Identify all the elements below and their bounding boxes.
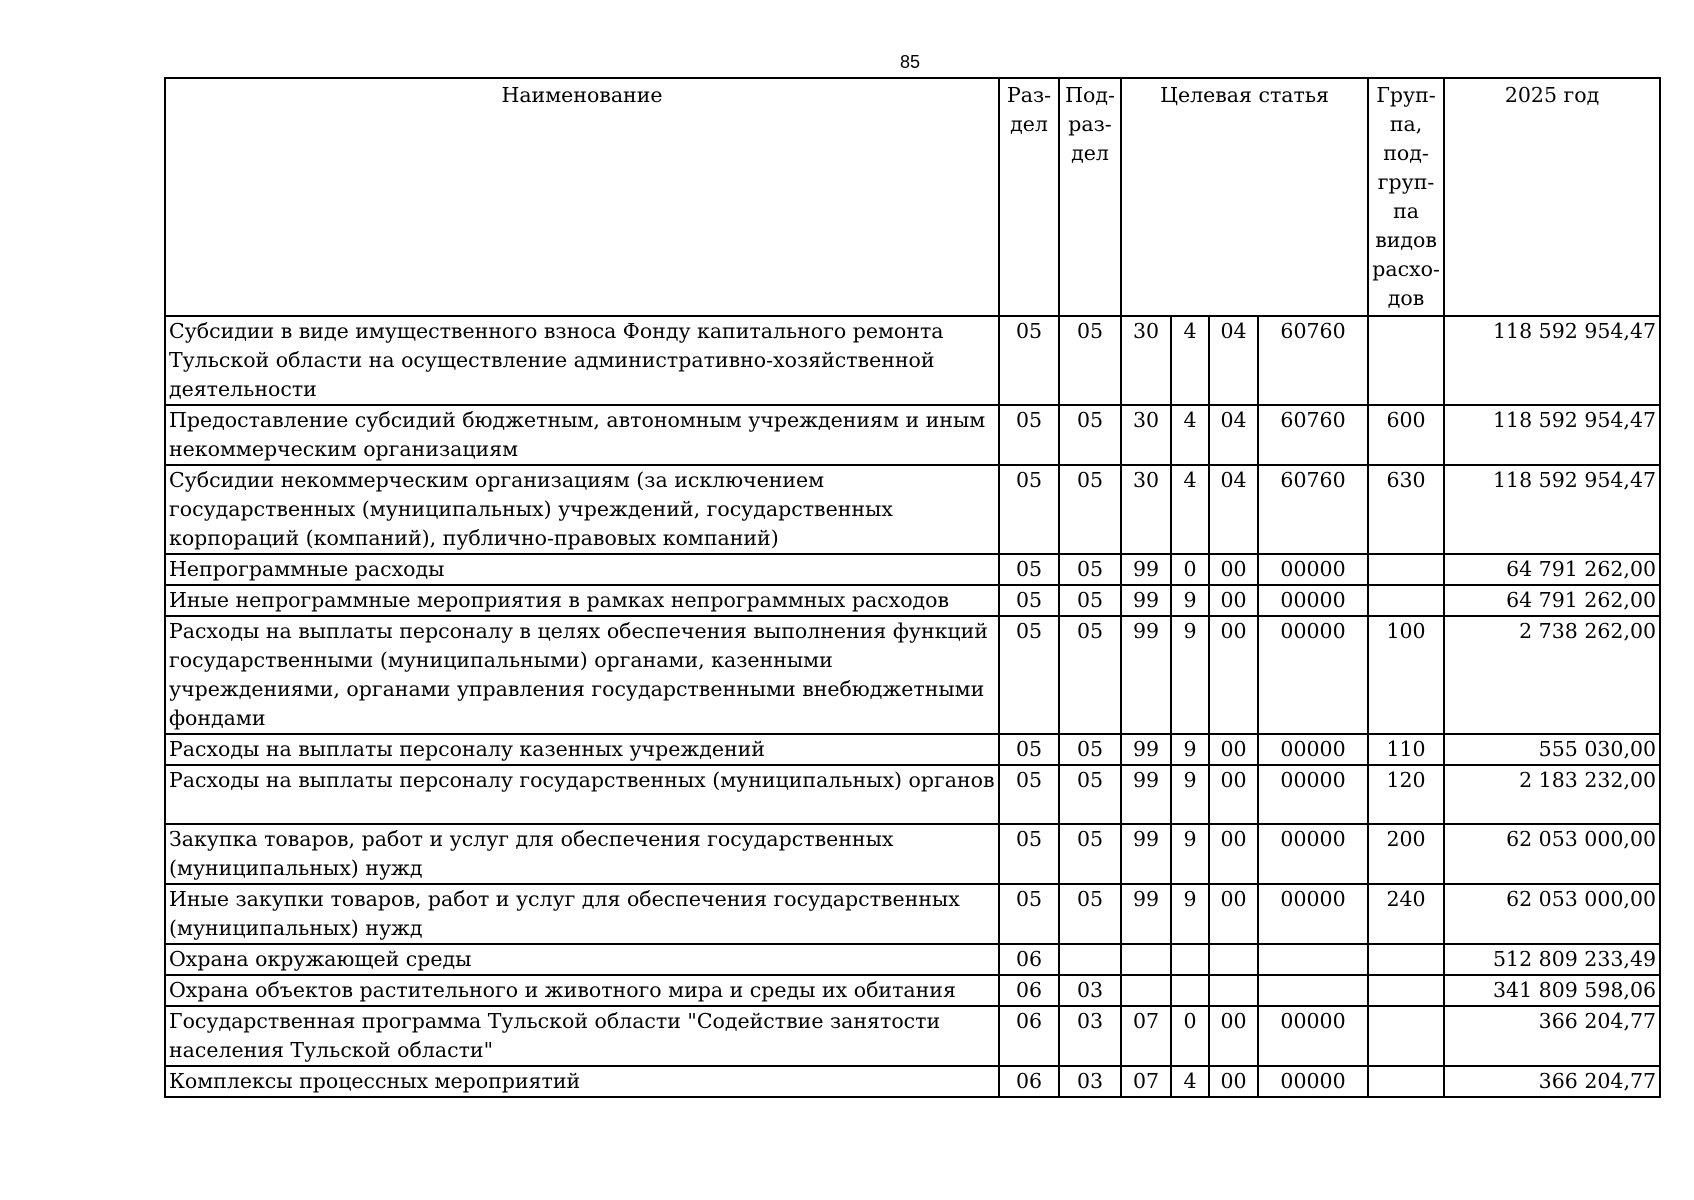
row-expense-group: 110 <box>1368 734 1444 765</box>
table-row <box>165 824 1660 884</box>
row-amount: 64 791 262,00 <box>1444 585 1660 616</box>
row-name: Непрограммные расходы <box>165 554 999 585</box>
row-target-element <box>1209 944 1258 975</box>
row-section: 06 <box>999 975 1059 1006</box>
row-section: 05 <box>999 585 1059 616</box>
row-target-direction: 60760 <box>1258 405 1368 465</box>
table-header-row <box>165 78 1660 316</box>
table-row <box>165 316 1660 405</box>
header-subsection: Под- раз- дел <box>1059 78 1121 316</box>
row-target-program: 07 <box>1121 1006 1171 1066</box>
row-target-direction: 00000 <box>1258 884 1368 944</box>
row-section: 05 <box>999 765 1059 824</box>
row-target-direction: 00000 <box>1258 1006 1368 1066</box>
table-row <box>165 975 1660 1006</box>
row-section: 06 <box>999 944 1059 975</box>
row-target-element: 00 <box>1209 585 1258 616</box>
budget-table <box>164 77 1661 1098</box>
row-name: Иные непрограммные мероприятия в рамках непрограммных расходов <box>165 585 999 616</box>
row-amount: 555 030,00 <box>1444 734 1660 765</box>
row-amount: 118 592 954,47 <box>1444 316 1660 405</box>
row-target-element: 00 <box>1209 1066 1258 1097</box>
row-target-direction: 00000 <box>1258 765 1368 824</box>
row-subsection: 05 <box>1059 465 1121 554</box>
row-section: 05 <box>999 465 1059 554</box>
row-subsection: 05 <box>1059 585 1121 616</box>
row-target-element: 00 <box>1209 1006 1258 1066</box>
row-expense-group: 120 <box>1368 765 1444 824</box>
row-target-type <box>1171 944 1209 975</box>
row-target-type: 4 <box>1171 405 1209 465</box>
row-name: Государственная программа Тульской области "Содействие занятости населения Тульской области" <box>165 1006 999 1066</box>
row-target-element: 00 <box>1209 765 1258 824</box>
table-row <box>165 554 1660 585</box>
row-name: Расходы на выплаты персоналу казенных учреждений <box>165 734 999 765</box>
header-section: Раз- дел <box>999 78 1059 316</box>
row-name: Охрана объектов растительного и животного мира и среды их обитания <box>165 975 999 1006</box>
row-name: Охрана окружающей среды <box>165 944 999 975</box>
row-target-type: 9 <box>1171 616 1209 734</box>
header-group: Груп- па, под- груп- па видов расхо- дов <box>1368 78 1444 316</box>
row-target-element: 04 <box>1209 465 1258 554</box>
table-row <box>165 1066 1660 1097</box>
row-amount: 366 204,77 <box>1444 1066 1660 1097</box>
row-target-direction: 00000 <box>1258 734 1368 765</box>
row-section: 05 <box>999 824 1059 884</box>
table-row <box>165 405 1660 465</box>
row-amount: 62 053 000,00 <box>1444 824 1660 884</box>
row-target-direction: 60760 <box>1258 465 1368 554</box>
row-target-program: 99 <box>1121 824 1171 884</box>
row-target-program: 30 <box>1121 316 1171 405</box>
row-section: 05 <box>999 734 1059 765</box>
row-subsection <box>1059 944 1121 975</box>
row-target-program: 07 <box>1121 1066 1171 1097</box>
row-target-type: 9 <box>1171 884 1209 944</box>
row-amount: 2 738 262,00 <box>1444 616 1660 734</box>
row-subsection: 03 <box>1059 1006 1121 1066</box>
row-subsection: 05 <box>1059 824 1121 884</box>
row-name: Иные закупки товаров, работ и услуг для обеспечения государственных (муниципальных) нужд <box>165 884 999 944</box>
row-subsection: 05 <box>1059 884 1121 944</box>
row-target-direction <box>1258 975 1368 1006</box>
row-target-direction: 00000 <box>1258 585 1368 616</box>
row-name: Субсидии в виде имущественного взноса Фонду капитального ремонта Тульской области на осуществление административно-хозяйственной деятельности <box>165 316 999 405</box>
row-amount: 366 204,77 <box>1444 1006 1660 1066</box>
row-target-type: 4 <box>1171 316 1209 405</box>
row-expense-group: 600 <box>1368 405 1444 465</box>
row-subsection: 05 <box>1059 554 1121 585</box>
row-expense-group: 100 <box>1368 616 1444 734</box>
row-target-element <box>1209 975 1258 1006</box>
row-expense-group <box>1368 316 1444 405</box>
row-expense-group: 240 <box>1368 884 1444 944</box>
row-subsection: 05 <box>1059 616 1121 734</box>
row-name: Расходы на выплаты персоналу государственных (муниципальных) органов <box>165 765 999 824</box>
row-target-direction <box>1258 944 1368 975</box>
row-target-program: 99 <box>1121 585 1171 616</box>
row-name: Предоставление субсидий бюджетным, автономным учреждениям и иным некоммерческим организациям <box>165 405 999 465</box>
row-target-element: 00 <box>1209 554 1258 585</box>
table-row <box>165 585 1660 616</box>
row-target-program <box>1121 975 1171 1006</box>
row-target-program: 99 <box>1121 554 1171 585</box>
table-row <box>165 734 1660 765</box>
row-target-direction: 00000 <box>1258 824 1368 884</box>
header-year: 2025 год <box>1444 78 1660 316</box>
row-target-element: 04 <box>1209 405 1258 465</box>
row-name: Комплексы процессных мероприятий <box>165 1066 999 1097</box>
header-name: Наименование <box>165 78 999 316</box>
row-subsection: 03 <box>1059 975 1121 1006</box>
row-target-direction: 00000 <box>1258 554 1368 585</box>
row-expense-group: 630 <box>1368 465 1444 554</box>
row-name: Закупка товаров, работ и услуг для обеспечения государственных (муниципальных) нужд <box>165 824 999 884</box>
row-expense-group <box>1368 585 1444 616</box>
row-target-type: 0 <box>1171 554 1209 585</box>
row-name: Расходы на выплаты персоналу в целях обеспечения выполнения функций государственными (муниципальными) органами, казенными учреждениями, органами управления государственными внебюджетными фондами <box>165 616 999 734</box>
row-target-type <box>1171 975 1209 1006</box>
row-target-type: 9 <box>1171 765 1209 824</box>
row-section: 05 <box>999 316 1059 405</box>
row-subsection: 05 <box>1059 316 1121 405</box>
row-expense-group <box>1368 975 1444 1006</box>
row-amount: 512 809 233,49 <box>1444 944 1660 975</box>
row-amount: 2 183 232,00 <box>1444 765 1660 824</box>
row-target-element: 00 <box>1209 734 1258 765</box>
row-subsection: 03 <box>1059 1066 1121 1097</box>
row-section: 05 <box>999 405 1059 465</box>
row-expense-group <box>1368 944 1444 975</box>
row-name: Субсидии некоммерческим организациям (за исключением государственных (муниципальных) учреждений, государственных корпораций (компаний), публично-правовых компаний) <box>165 465 999 554</box>
table-row <box>165 1006 1660 1066</box>
row-subsection: 05 <box>1059 765 1121 824</box>
row-target-type: 4 <box>1171 465 1209 554</box>
row-target-type: 9 <box>1171 585 1209 616</box>
row-section: 06 <box>999 1006 1059 1066</box>
page-number: 85 <box>899 52 921 72</box>
table-row <box>165 884 1660 944</box>
row-target-program: 30 <box>1121 405 1171 465</box>
header-target-article: Целевая статья <box>1121 78 1368 316</box>
row-target-element: 00 <box>1209 824 1258 884</box>
row-target-program: 30 <box>1121 465 1171 554</box>
row-section: 06 <box>999 1066 1059 1097</box>
row-target-type: 9 <box>1171 734 1209 765</box>
row-target-direction: 00000 <box>1258 616 1368 734</box>
row-target-type: 4 <box>1171 1066 1209 1097</box>
row-target-program <box>1121 944 1171 975</box>
row-section: 05 <box>999 884 1059 944</box>
row-section: 05 <box>999 554 1059 585</box>
table-row <box>165 616 1660 734</box>
row-expense-group <box>1368 554 1444 585</box>
row-expense-group <box>1368 1066 1444 1097</box>
row-target-direction: 60760 <box>1258 316 1368 405</box>
row-target-element: 00 <box>1209 884 1258 944</box>
row-section: 05 <box>999 616 1059 734</box>
row-amount: 64 791 262,00 <box>1444 554 1660 585</box>
row-target-type: 0 <box>1171 1006 1209 1066</box>
row-amount: 62 053 000,00 <box>1444 884 1660 944</box>
row-subsection: 05 <box>1059 734 1121 765</box>
row-target-program: 99 <box>1121 734 1171 765</box>
row-target-program: 99 <box>1121 884 1171 944</box>
table-row <box>165 944 1660 975</box>
row-subsection: 05 <box>1059 405 1121 465</box>
row-target-program: 99 <box>1121 765 1171 824</box>
row-target-element: 00 <box>1209 616 1258 734</box>
row-amount: 118 592 954,47 <box>1444 405 1660 465</box>
row-target-direction: 00000 <box>1258 1066 1368 1097</box>
row-amount: 118 592 954,47 <box>1444 465 1660 554</box>
row-target-program: 99 <box>1121 616 1171 734</box>
row-expense-group: 200 <box>1368 824 1444 884</box>
row-amount: 341 809 598,06 <box>1444 975 1660 1006</box>
row-expense-group <box>1368 1006 1444 1066</box>
table-row <box>165 465 1660 554</box>
row-target-type: 9 <box>1171 824 1209 884</box>
row-target-element: 04 <box>1209 316 1258 405</box>
table-row <box>165 765 1660 824</box>
